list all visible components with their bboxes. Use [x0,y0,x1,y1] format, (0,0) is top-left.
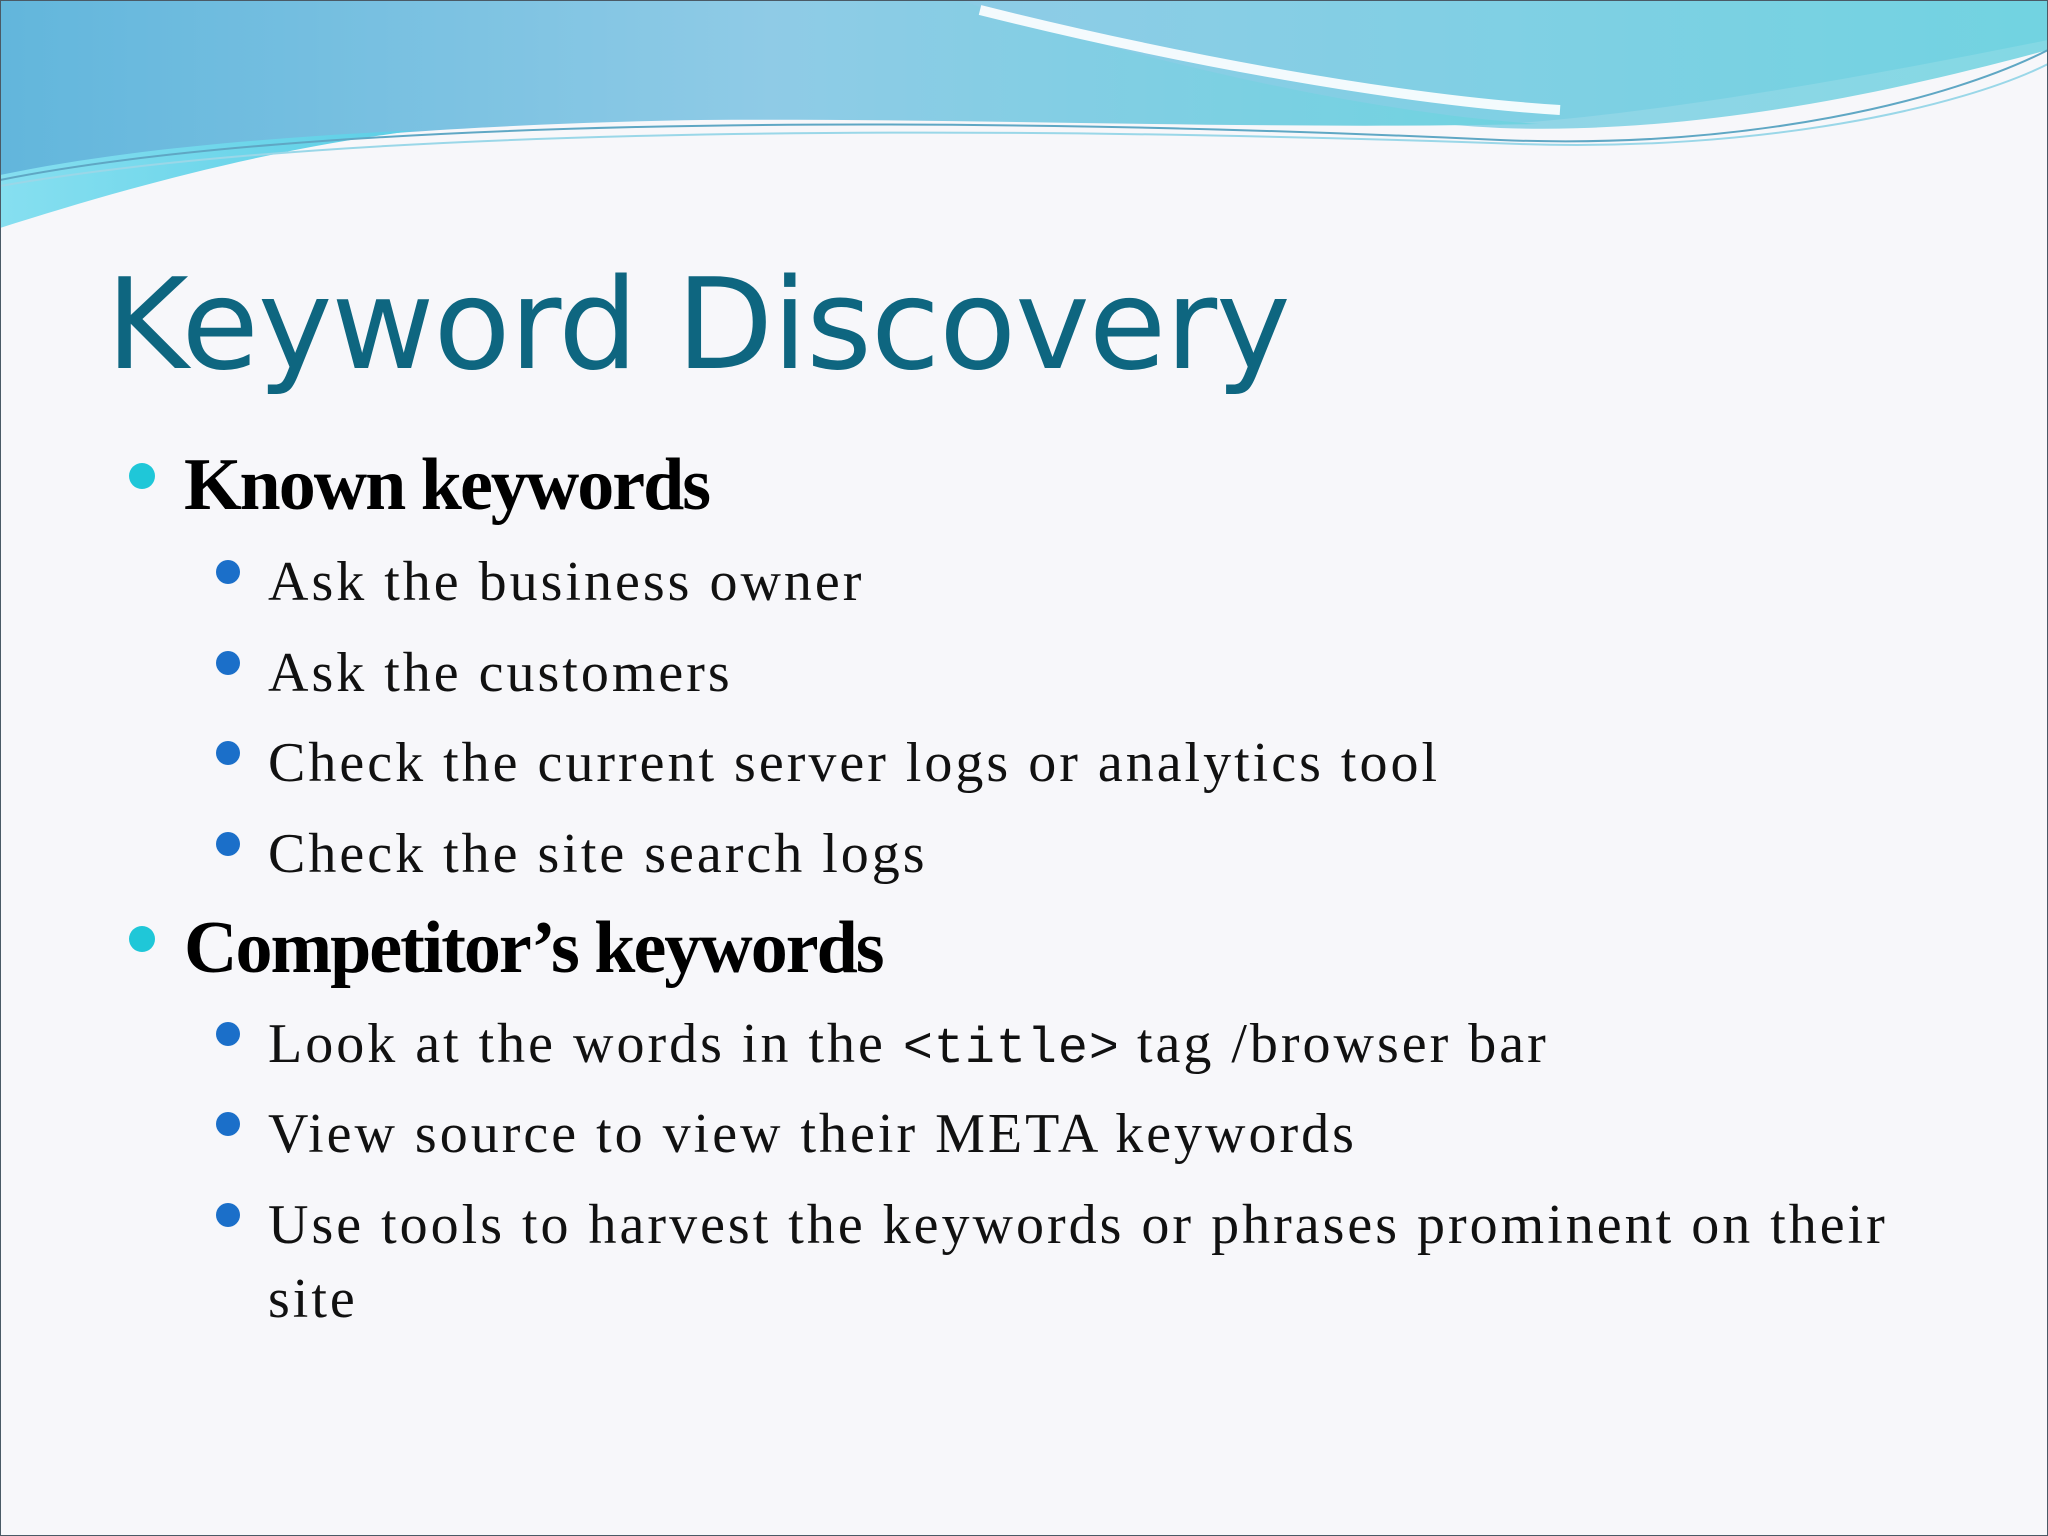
bullet-level2-icon [216,1203,240,1227]
section-heading-known-keywords: Known keywords [184,444,710,526]
list-item: Check the site search logs [268,823,928,885]
list-item [268,1007,1928,1087]
list-item-text-post: tag /browser bar [1119,1013,1549,1075]
list-item: Ask the business owner [268,551,865,613]
bullet-level2-icon [216,832,240,856]
slide-title: Keyword Discovery [106,251,1290,398]
list-item: Check the current server logs or analytics tool [268,732,1440,794]
bullet-level2-icon [216,1022,240,1046]
list-item-text-pre: Look at the words in the [268,1013,903,1075]
bullet-level1-icon [129,926,155,952]
title-tag-code: <title> [902,1021,1120,1078]
bullet-level2-icon [216,560,240,584]
bullet-level1-icon [129,463,155,489]
bullet-level2-icon [216,1112,240,1136]
list-item: View source to view their META keywords [268,1103,1357,1165]
section-heading-competitors-keywords: Competitor’s keywords [184,907,883,989]
list-item: Ask the customers [268,642,733,704]
list-item: Use tools to harvest the keywords or phrases prominent on their site [268,1194,1888,1330]
bullet-level2-icon [216,651,240,675]
bullet-level2-icon [216,741,240,765]
